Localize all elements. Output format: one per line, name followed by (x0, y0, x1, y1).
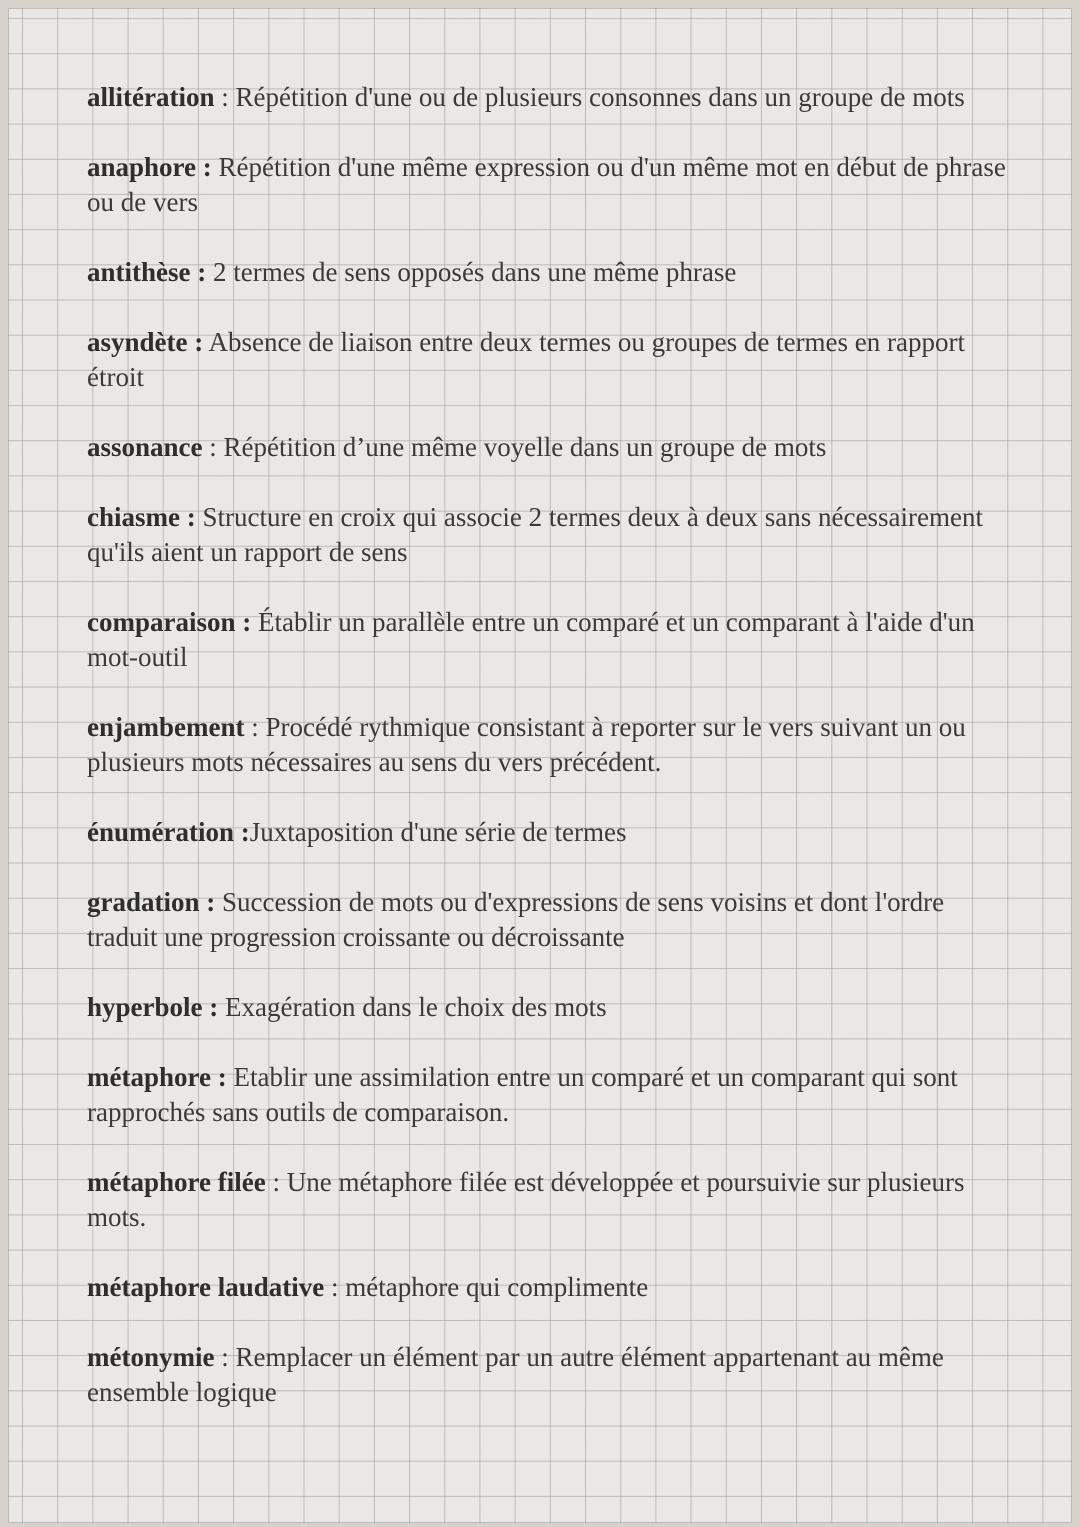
glossary-entry-chiasme (87, 500, 1017, 570)
glossary-entry-assonance (87, 430, 1017, 465)
entry-definition: Répétition d’une même voyelle dans un groupe de mots (223, 432, 827, 462)
entry-term: allitération (87, 82, 215, 112)
glossary-entry-metonymie (87, 1340, 1017, 1410)
entry-term: énumération : (87, 817, 250, 847)
entry-definition: Établir un parallèle entre un comparé et un comparant à l'aide d'un mot-outil (87, 607, 975, 672)
entry-separator (215, 887, 222, 917)
entry-term: hyperbole : (87, 992, 219, 1022)
entry-definition: Structure en croix qui associe 2 termes deux à deux sans nécessairement qu'ils aient un rapport de sens (87, 502, 983, 567)
entry-definition: Répétition d'une même expression ou d'un même mot en début de phrase ou de vers (87, 152, 1006, 217)
grid-paper-sheet (8, 8, 1072, 1523)
entry-definition: métaphore qui complimente (345, 1272, 649, 1302)
entry-term: chiasme : (87, 502, 196, 532)
entry-definition: Juxtaposition d'une série de termes (249, 817, 627, 847)
entry-term: métonymie (87, 1342, 215, 1372)
entry-term: métaphore : (87, 1062, 227, 1092)
entry-definition: Etablir une assimilation entre un comparé et un comparant qui sont rapprochés sans outils de comparaison. (87, 1062, 958, 1127)
entry-term: comparaison : (87, 607, 252, 637)
entry-term: assonance (87, 432, 203, 462)
entry-term: asyndète : (87, 327, 204, 357)
glossary-entry-enjambement (87, 710, 1017, 780)
entry-term: anaphore : (87, 152, 212, 182)
entry-definition: 2 termes de sens opposés dans une même phrase (212, 257, 737, 287)
entry-definition: Remplacer un élément par un autre élément appartenant au même ensemble logique (87, 1342, 944, 1407)
entry-definition: Absence de liaison entre deux termes ou groupes de termes en rapport étroit (87, 327, 966, 392)
entry-separator: : (265, 1167, 287, 1197)
entry-separator (206, 257, 213, 287)
entry-term: métaphore filée (87, 1167, 266, 1197)
entry-separator (218, 992, 225, 1022)
entry-term: antithèse : (87, 257, 207, 287)
entry-separator (212, 152, 219, 182)
glossary-entry-metaphore-laudative (87, 1270, 1017, 1305)
entry-definition: Une métaphore filée est développée et poursuivie sur plusieurs mots. (87, 1167, 965, 1232)
entry-term: enjambement (87, 712, 245, 742)
glossary-entry-metaphore (87, 1060, 1017, 1130)
glossary-entry-alliteration (87, 80, 1017, 115)
entry-definition: Succession de mots ou d'expressions de sens voisins et dont l'ordre traduit une progression croissante ou décroissante (87, 887, 945, 952)
glossary-entry-anaphore (87, 150, 1017, 220)
glossary-entry-antithese (87, 255, 1017, 290)
entry-separator: : (244, 712, 266, 742)
figures-of-speech-glossary (87, 80, 1017, 1445)
entry-separator (251, 607, 258, 637)
entry-separator: : (202, 432, 224, 462)
entry-term: gradation : (87, 887, 216, 917)
entry-definition: Exagération dans le choix des mots (225, 992, 607, 1022)
entry-separator: : (324, 1272, 346, 1302)
entry-definition: Procédé rythmique consistant à reporter sur le vers suivant un ou plusieurs mots nécessaires au sens du vers précédent. (87, 712, 966, 777)
glossary-entry-enumeration (87, 815, 1017, 850)
glossary-entry-hyperbole (87, 990, 1017, 1025)
glossary-entry-asyndete (87, 325, 1017, 395)
entry-separator: : (214, 1342, 236, 1372)
glossary-entry-comparaison (87, 605, 1017, 675)
entry-term: métaphore laudative (87, 1272, 325, 1302)
entry-separator: : (214, 82, 236, 112)
glossary-entry-gradation (87, 885, 1017, 955)
entry-definition: Répétition d'une ou de plusieurs consonnes dans un groupe de mots (235, 82, 965, 112)
glossary-entry-metaphore-filee (87, 1165, 1017, 1235)
